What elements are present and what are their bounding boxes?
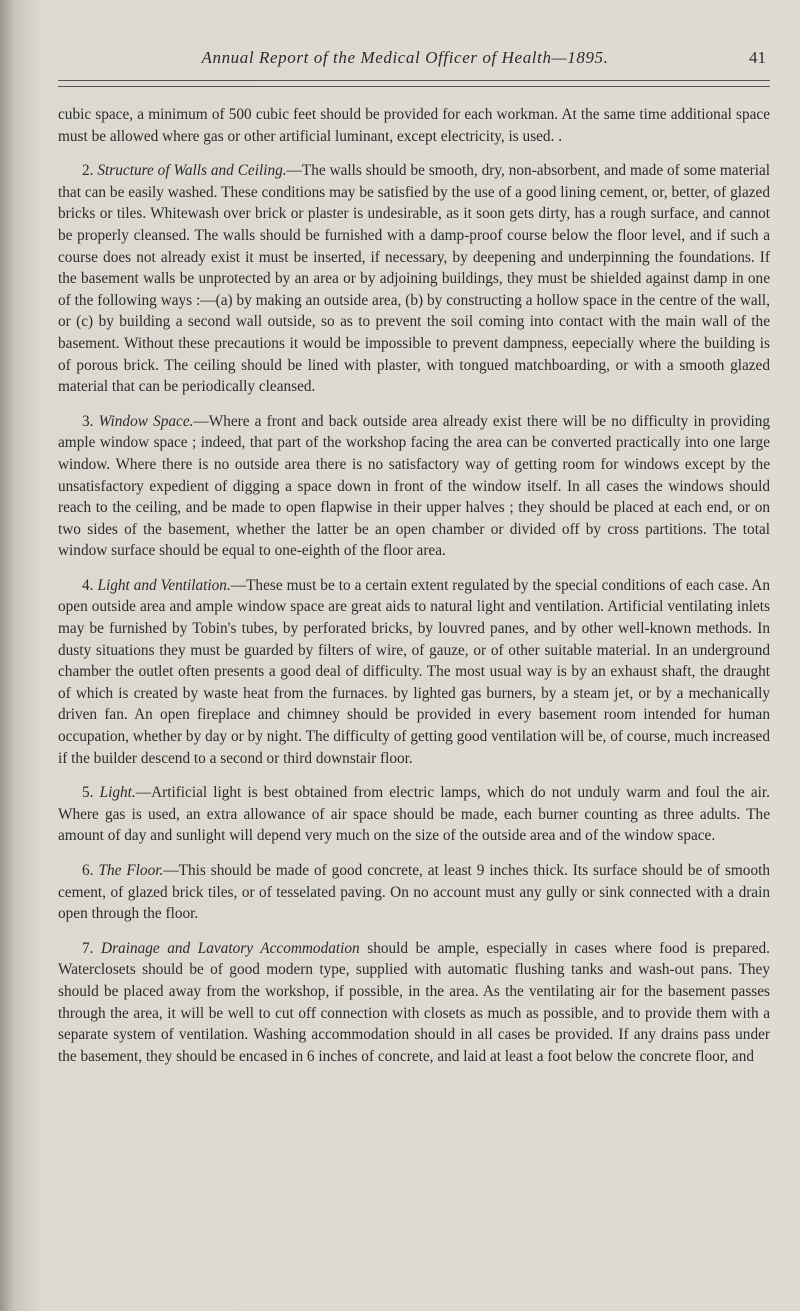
page-number: 41 [749,48,766,67]
paragraph-window-space [58,411,770,562]
paragraph-text: cubic space, a minimum of 500 cubic feet should be provided for each workman. At the same time additional space must be allowed where gas or other artificial luminant, except electricity, is used. . [58,106,770,145]
paragraph-light-and-ventilation [58,575,770,769]
paragraph-text: —This should be made of good concrete, at least 9 inches thick. Its surface should be of smooth cement, of glazed brick tiles, or of tesselated paving. On no account must any gully or sink connected with a drain open through the floor. [58,862,770,923]
paragraph-text: —The walls should be smooth, dry, non-absorbent, and made of some material that can be easily washed. These conditions may be satisfied by the use of a good lining cement, or, better, of glazed bricks or tiles. Whitewash over brick or plaster is undesirable, as it soon gets dirty, has a rough surface, and cannot be properly cleansed. The walls should be furnished with a damp-proof course below the floor level, and if such a course does not already exist it must be inserted, if necessary, by deepening and underpinning the foundations. If the basement walls be unprotected by an area or by adjoining buildings, they must be shielded against damp in one of the following ways :—(a) by making an outside area, (b) by constructing a hollow space in the centre of the wall, or (c) by building a second wall outside, so as to prevent the soil coming into contact with the main wall of the basement. Without these precautions it would be impossible to prevent dampness, eepecially where the building is of porous brick. The ceiling should be lined with plaster, with tongued matchboarding, or with a smooth glazed material that can be periodically cleansed. [58,162,771,396]
paragraph-number: 6. [82,862,94,879]
header-rule [58,80,770,87]
paragraph-drainage [58,938,770,1068]
paragraph-text: —Where a front and back outside area already exist there will be no difficulty in providing ample window space ; indeed, that part of the workshop facing the area can be converted practically into one large window. Where there is no outside area there is no satisfactory way of getting room for windows except by the unsatisfactory expedient of digging a space down in front of the window itself. In all cases the windows should reach to the ceiling, and be made to open flapwise in their upper halves ; they should be placed at each end, or on two sides of the basement, whether the latter be an open chamber or divided off by cross partitions. The total window surface should be equal to one-eighth of the floor area. [58,412,770,560]
paragraph-heading: Drainage and Lavatory Accommodation [101,939,360,957]
paragraph-light [58,782,770,847]
paragraph-heading: Structure of Walls and Ceiling. [97,162,287,180]
paragraph-the-floor [58,860,770,925]
paragraph-number: 2. [82,162,94,180]
paragraph-heading: Window Space. [98,412,194,430]
paragraph-text: —These must be to a certain extent regulated by the special conditions of each case. An open outside area and ample window space are great aids to natural light and ventilation. Artificial ventilating inlets may be furnished by Tobin's tubes, by perforated bricks, by louvred panes, and by other well-known methods. In dusty situations they must be guarded by filters of wire, of gauze, or of other suitable material. In an underground chamber the outlet often presents a good deal of difficulty. The most usual way is by an exhaust shaft, the draught of which is created by waste heat from the furnaces. by lighted gas burners, by a steam jet, or by a mechanically driven fan. An open fireplace and chimney should be provided in every basement room intended for human occupation, whether by day or by night. The difficulty of getting good ventilation will be, of course, much increased if the builder descend to a second or third downstair floor. [58,576,770,767]
paragraph-number: 5. [82,784,94,802]
page-header [40,46,770,70]
body-text [58,104,770,1080]
paragraph-number: 7. [82,939,94,957]
paragraph-heading: Light. [99,784,136,802]
paragraph-text: —Artificial light is best obtained from electric lamps, which do not unduly warm and foul the air. Where gas is used, an extra allowance of air space should be made, each burner counting as three adults. The amount of day and sunlight will depend very much on the size of the outside area and of the window space. [58,784,770,845]
running-title: Annual Report of the Medical Officer of Health—1895. [201,48,609,67]
paragraph-heading: The Floor. [98,862,164,879]
paragraph-heading: Light and Ventilation. [97,576,231,594]
paragraph-continuation [58,104,770,147]
paragraph-number: 3. [82,412,94,430]
paragraph-text: should be ample, especially in cases where food is prepared. Waterclosets should be of good modern type, supplied with automatic flushing tanks and wash-out pans. They should be placed away from the workshop, if possible, in the area. As the ventilating air for the basement passes through the area, it will be well to cut off connection with closets as much as possible, and to provide them with a separate system of ventilation. Washing accommodation should in all cases be provided. If any drains pass under the basement, they should be encased in 6 inches of concrete, and laid at least a foot below the concrete floor, and [58,939,770,1065]
paragraph-structure-of-walls [58,160,770,398]
paragraph-number: 4. [82,576,94,594]
